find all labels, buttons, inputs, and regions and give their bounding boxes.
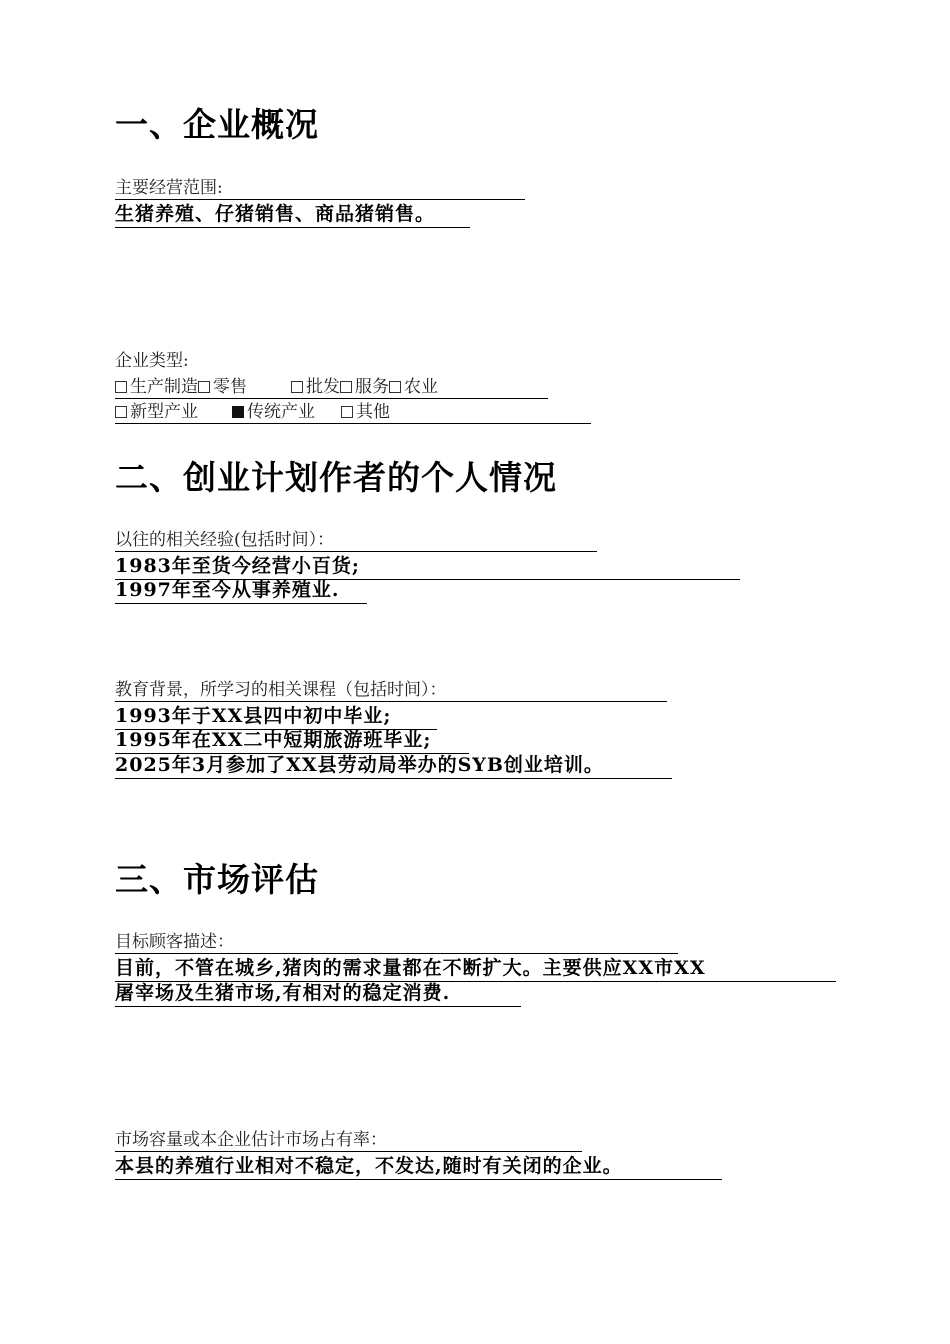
market-share-label: 市场容量或本企业估计市场占有率： xyxy=(115,1129,582,1152)
enterprise-type-row-2 xyxy=(115,401,591,424)
market-share-value: 本县的养殖行业相对不稳定，不发达,随时有关闭的企业。 xyxy=(115,1154,722,1180)
checkbox-icon[interactable] xyxy=(198,381,210,393)
business-scope-text: 生猪养殖、仔猪销售、商品猪销售。 xyxy=(115,202,470,228)
type-option-other[interactable]: 其他 xyxy=(341,402,390,422)
enterprise-type-label: 企业类型: xyxy=(115,351,189,371)
type-option-service[interactable]: 服务 xyxy=(340,377,389,397)
type-option-wholesale[interactable]: 批发 xyxy=(291,377,340,397)
business-scope-value xyxy=(115,202,470,228)
target-customer-label: 目标顾客描述： xyxy=(115,931,678,954)
section-3-title: 三、市场评估 xyxy=(115,860,319,899)
type-option-retail[interactable]: 零售 xyxy=(198,377,247,397)
type-option-manufacturing[interactable]: 生产制造 xyxy=(115,377,198,397)
target-customer-line-2: 屠宰场及生猪市场,有相对的稳定消费. xyxy=(115,981,521,1007)
checkbox-icon[interactable] xyxy=(341,406,353,418)
education-label: 教育背景，所学习的相关课程（包括时间）： xyxy=(115,679,667,702)
enterprise-type-row-1 xyxy=(115,376,548,399)
experience-line-1: 1983年至货今经营小百货; xyxy=(115,554,740,580)
experience-line-2: 1997年至今从事养殖业. xyxy=(115,578,367,604)
checked-checkbox-icon[interactable] xyxy=(232,406,244,418)
type-option-agriculture[interactable]: 农业 xyxy=(389,377,438,397)
section-2-title: 二、创业计划作者的个人情况 xyxy=(115,458,557,497)
checkbox-icon[interactable] xyxy=(115,406,127,418)
experience-label: 以往的相关经验(包括时间）： xyxy=(115,529,597,552)
checkbox-icon[interactable] xyxy=(115,381,127,393)
section-1-title: 一、企业概况 xyxy=(115,105,319,144)
type-option-traditional-industry[interactable]: 传统产业 xyxy=(232,402,315,422)
education-line-2: 1995年在XX二中短期旅游班毕业; xyxy=(115,728,469,754)
checkbox-icon[interactable] xyxy=(389,381,401,393)
target-customer-line-1: 目前，不管在城乡,猪肉的需求量都在不断扩大。主要供应XX市XX xyxy=(115,956,836,982)
type-option-new-industry[interactable]: 新型产业 xyxy=(115,402,198,422)
business-scope-label: 主要经营范围: xyxy=(115,177,525,200)
checkbox-icon[interactable] xyxy=(291,381,303,393)
education-line-3: 2025年3月参加了XX县劳动局举办的SYB创业培训。 xyxy=(115,753,672,779)
checkbox-icon[interactable] xyxy=(340,381,352,393)
education-line-1: 1993年于XX县四中初中毕业; xyxy=(115,704,437,730)
